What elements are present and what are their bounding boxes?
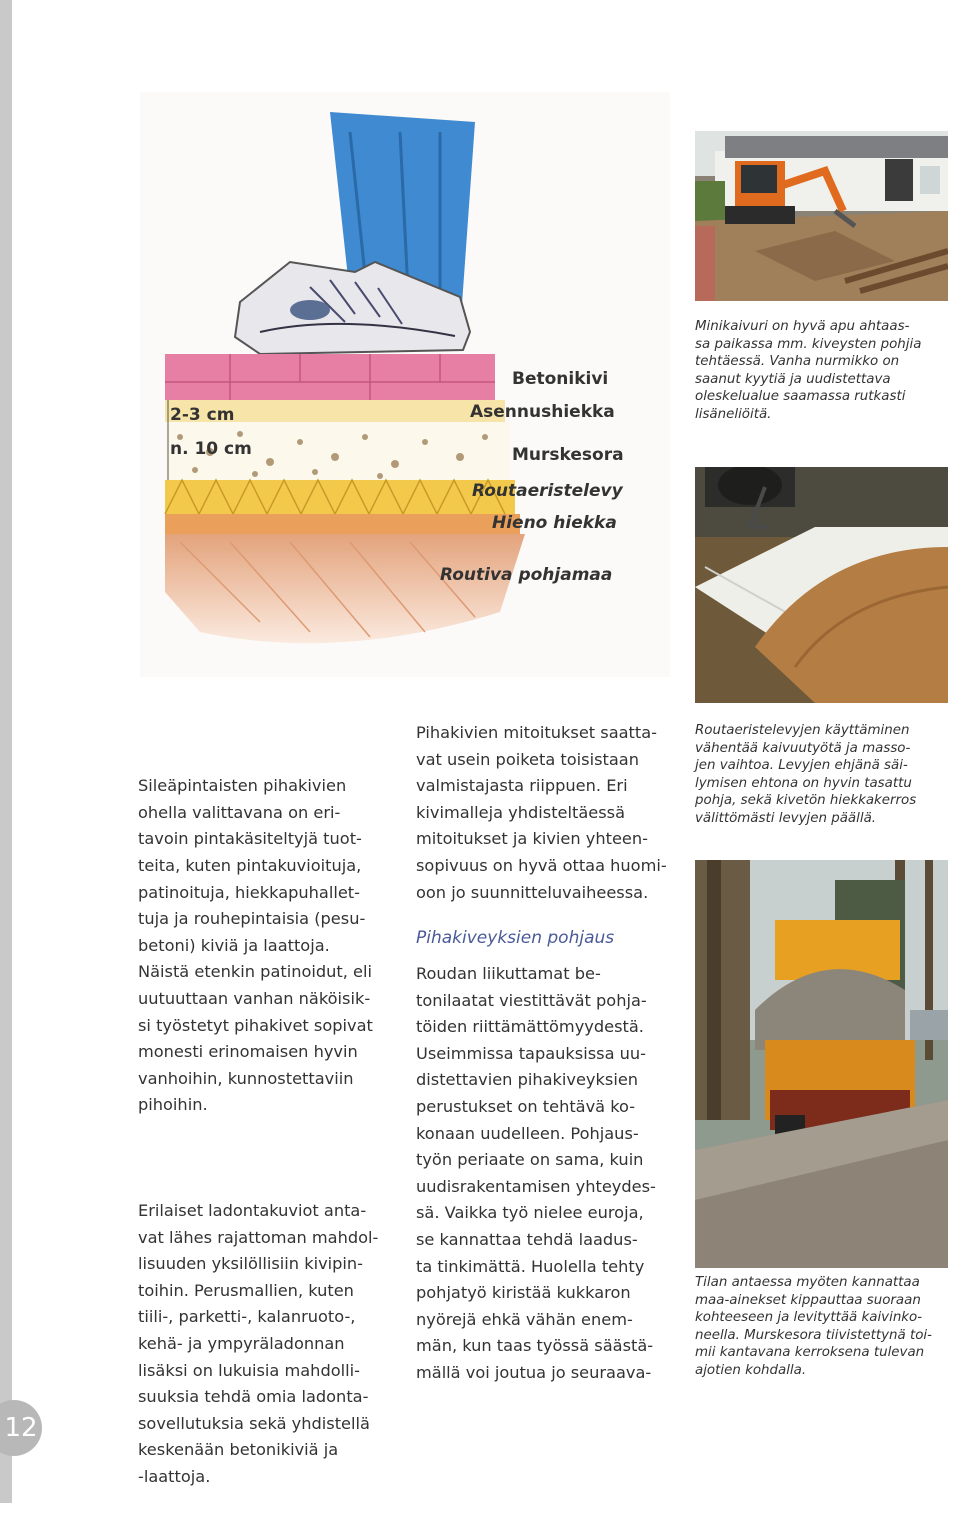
column-2-intro: Pihakivien mitoitukset saatta- vat usein poiketa toisistaan valmistajasta riippuen. Eri kivimalleja yhdisteltäessä mitoitukset ja kivien yhteen- sopivuus on hyvä ottaa huomi- oon jo suunnitteluvaiheessa. [416,723,667,902]
label-hieno-hiekka: Hieno hiekka [492,513,617,533]
page-number: 12 [0,1400,42,1456]
label-routiva-pohjamaa: Routiva pohjamaa [440,565,613,585]
side-bar [0,0,12,1503]
caption-truck: Tilan antaessa myöten kannattaa maa-ainekset kippauttaa suoraan kohteeseen ja levityttää kaivinko- neella. Murskesora tiivistettynä toi- mii kantavana kerroksena tulevan ajotien kohdalla. [695,1275,932,1378]
label-asennushiekka: Asennushiekka [470,402,615,422]
label-routaeristelevy: Routaeristelevy [472,481,623,501]
excavator-photo [695,131,948,301]
label-dim-bottom: n. 10 cm [170,439,252,459]
column-1 [138,720,378,1517]
pavement-layers-illustration [140,92,670,677]
caption-excavator: Minikaivuri on hyvä apu ahtaas- sa paikassa mm. kiveysten pohjia tehtäessä. Vanha nurmikko on saanut kyytiä ja uudistettava oleskelualue saamassa rutkasti lisäneliöitä. [695,319,922,422]
label-murskesora: Murskesora [512,445,624,465]
layer-hieno-hiekka [165,514,520,534]
column-1-paragraph-2: Erilaiset ladontakuviot anta- vat lähes rajattoman mahdol- lisuuden yksilöllisiin kivipin- toihin. Perusmallien, kuten tiili-, parketti-, kalanruoto-, kehä- ja ympyräladonnan lisäksi on lukuisia mahdolli- suuksia tehdä omia ladonta- sovellutuksia sekä yhdistellä keskenään betonikiviä ja -laattoja. [138,1201,379,1487]
insulation-photo [695,467,948,703]
label-betonikivi: Betonikivi [512,369,609,389]
section-heading: Pihakiveyksien pohjaus [416,928,615,948]
truck-photo [695,860,948,1268]
caption-insulation: Routaeristelevyjen käyttäminen vähentää kaivuutyötä ja masso- jen vaihtoa. Levyjen ehjänä säi- lymisen ehtona on hyvin tasattu pohja, sekä kivetön hiekkakerros välittömästi levyjen päällä. [695,723,917,826]
label-dim-top: 2-3 cm [170,405,235,425]
column-2-body: Roudan liikuttamat be- tonilaatat viestittävät pohja- töiden riittämättömyydestä. Useimmissa tapauksissa uu- distettavien pihakiveyksien perustukset on tehtävä ko- konaan uudelleen. Pohjaus- työn periaate on sama, kuin uudisrakentamisen yhteydes- sä. Vaikka työ nielee euroja, se kannattaa tehdä laadus- ta tinkimättä. Huolella tehty pohjatyö kiristää kukkaron nyörejä ehkä vähän enem- män, kun taas työssä säästä- mällä voi joutua jo seuraava- [416,964,656,1382]
column-1-paragraph-1: Sileäpintaisten pihakivien ohella valittavana on eri- tavoin pintakäsiteltyjä tuot- teita, kuten pintakuvioituja, patinoituja, hiekkapuhallet- tuja ja rouhepintaisia (pesu- betoni) kiviä ja laattoja. Näistä etenkin patinoidut, eli uutuuttaan vanhan näköisik- si työstetyt pihakivet sopivat monesti erinomaisen hyvin vanhoihin, kunnostettaviin pihoihin. [138,776,373,1115]
layer-betonikivi [165,354,495,400]
